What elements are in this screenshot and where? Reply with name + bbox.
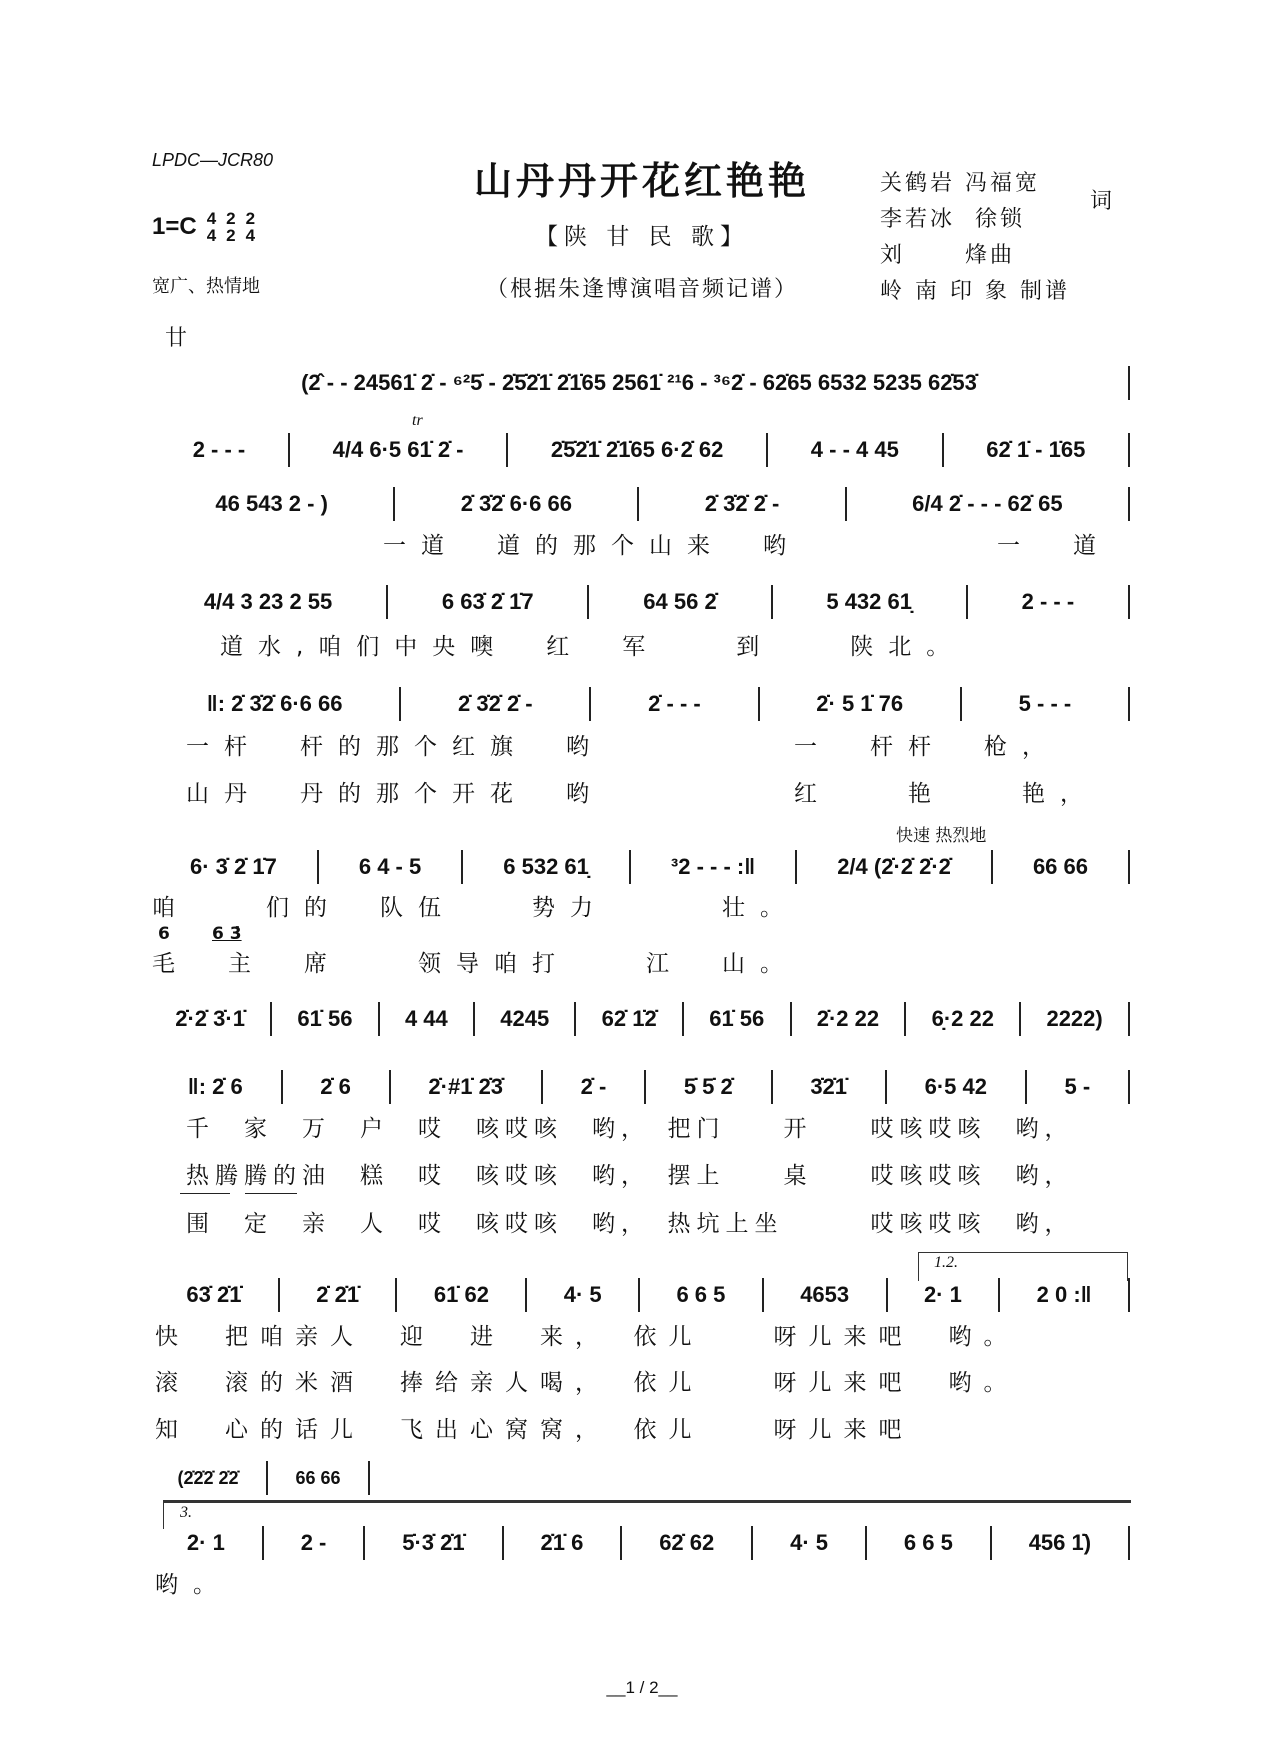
lyric-line: 道水,咱们中央噢 红 军 到 陕北。: [220, 634, 965, 660]
measure: 6 6 5: [640, 1278, 764, 1312]
measure: 2̇·2̇ 3̇·1̇: [150, 1002, 272, 1036]
lyric-line: 哟。: [155, 1572, 231, 1598]
measure: 5̇·3̇ 2̇1̇: [365, 1526, 503, 1560]
page-number: __1 / 2__: [606, 1678, 678, 1697]
measure: 2/4 (2̇·2̇ 2̇·2̇: [797, 850, 993, 884]
measure: 63̇ 2̇1̇: [150, 1278, 280, 1312]
measure: 2̇ -: [543, 1070, 646, 1104]
time-signature-4-4: 4 4: [206, 209, 217, 245]
lyric-underline: [245, 1193, 297, 1194]
measure: 62̇ 1̇ - 1̇65: [944, 433, 1130, 467]
measure: 61̇ 56: [684, 1002, 792, 1036]
composer: 刘 烽曲: [880, 243, 1015, 268]
measure: ³2 - - - :‖: [631, 850, 797, 884]
measure: (2̇2̇2̇ 2̇2̇: [150, 1461, 268, 1495]
measure: 2· 1: [150, 1526, 264, 1560]
measure: 4245: [475, 1002, 576, 1036]
lyric-line: 知 心的话儿 飞出心窝窝， 依儿 呀儿来吧: [155, 1417, 914, 1443]
volta-label-1: 1.2.: [934, 1254, 958, 1271]
measure: 2̇1̇ 6: [504, 1526, 623, 1560]
measure: 2̇ - - -: [591, 687, 759, 721]
measure: ‖: 2̇ 3̇2̇ 6·6 66: [150, 687, 401, 721]
measure: 2222): [1021, 1002, 1130, 1036]
lyricists-line-2: 李若冰 徐锁: [880, 207, 1025, 232]
lyric-line: 一杆 杆的那个红旗 哟 一 杆杆 枪，: [186, 734, 1060, 760]
measure: 5 - - -: [962, 687, 1130, 721]
lyric-line: 山丹 丹的那个开花 哟 红 艳 艳，: [186, 781, 1098, 807]
measure: 6 6 5: [867, 1526, 992, 1560]
measure: 2 -: [264, 1526, 366, 1560]
lyric-line: 围 定 亲 人 哎 咳哎咳 哟， 热坑上坐 哎咳哎咳 哟，: [186, 1211, 1074, 1237]
measure: 3̇2̇1̇: [773, 1070, 887, 1104]
measure: 62̇ 62: [622, 1526, 753, 1560]
measure: 5̇ 5̇ 2̇: [646, 1070, 772, 1104]
measure: 2̇ 6: [283, 1070, 391, 1104]
trill-mark: tr: [412, 412, 423, 429]
measure: 61̇ 56: [272, 1002, 380, 1036]
measure: 456 1̇): [992, 1526, 1130, 1560]
tempo-marking: 宽广、热情地: [152, 276, 260, 297]
measure: 6 4 - 5: [319, 850, 463, 884]
measure: 6/4 2̇ - - - 62̇ 65: [847, 487, 1130, 521]
measure: 6·5 42: [887, 1070, 1027, 1104]
lyric-line: 一道 道的那个山来 哟: [383, 533, 801, 559]
lyrics-label: 词: [1090, 189, 1116, 214]
lyric-note-annotation: 6 3̇: [212, 924, 242, 944]
tempo-change: 快速 热烈地: [896, 826, 987, 846]
score-row-7: [150, 1002, 1130, 1036]
score-row-2: [150, 433, 1130, 467]
measure: 4 - - 4 45: [768, 433, 943, 467]
genre-label: 【陕 甘 民 歌】: [535, 224, 749, 250]
lyric-line: 滚 滚的米酒 捧给亲人喝， 依儿 呀儿来吧 哟。: [155, 1370, 1019, 1396]
fermata-mark: 廿: [165, 326, 188, 351]
measure: 4/4 6·5 61̇ 2̇ -: [290, 433, 508, 467]
measure: 6 63̇ 2̇ 1̇7: [388, 585, 589, 619]
measure: 5 -: [1027, 1070, 1130, 1104]
lyric-note-annotation: 6: [158, 924, 170, 944]
measure: 2̇ 3̇2̇ 6·6 66: [395, 487, 639, 521]
key-signature: 1=C: [152, 213, 197, 240]
score-row-5: [150, 687, 1130, 721]
song-title: 山丹丹开花红艳艳: [473, 158, 810, 203]
score-row-4: [150, 585, 1130, 619]
lyric-line: 一 道: [997, 533, 1111, 559]
score-row-8: [150, 1070, 1130, 1104]
lyric-line: 咱 们的 队伍 势力 壮。: [152, 895, 798, 921]
time-signature-2-4: 2 4: [245, 209, 256, 245]
measure: 2̇ 2̇1̇: [280, 1278, 398, 1312]
measure: 62̇ 1̇2̇: [576, 1002, 684, 1036]
score-row-6: [150, 850, 1130, 884]
measure: 64 56 2̇: [589, 585, 772, 619]
measure: (2̂ - - 24561̇ 2̇ - ⁶²5̇ - 2̇5̇2̇1̇ 2̇1̇65 2561̇ ²¹6 - ³⁶2̇ - 62̇65 6532 5235 62̇53̇: [150, 366, 1130, 400]
measure: 2̇·2 22: [792, 1002, 907, 1036]
time-signature-2-2: 2 2: [226, 209, 236, 245]
lyric-line: 毛 主 席 领导咱打 江 山。: [152, 951, 798, 977]
measure: 4· 5: [753, 1526, 867, 1560]
volta-bracket-2: [163, 1500, 1131, 1529]
measure: ‖: 2̇ 6: [150, 1070, 283, 1104]
measure: 2̇5̇2̇1̇ 2̇1̇65 6·2̇ 62: [508, 433, 768, 467]
volta-label-2: 3.: [180, 1504, 192, 1521]
measure: 6· 3̇ 2̇ 1̇7: [150, 850, 319, 884]
lyric-line: 快 把咱亲人 迎 进 来， 依儿 呀儿来吧 哟。: [155, 1324, 1019, 1350]
lyric-line: 热腾腾的油 糕 哎 咳哎咳 哟， 摆上 桌 哎咳哎咳 哟，: [186, 1163, 1074, 1189]
measure: 2̇·#1̇ 2̇3̇: [391, 1070, 543, 1104]
lyric-underline: [180, 1193, 230, 1194]
score-row-3: [150, 487, 1130, 521]
measure: 61̇ 62: [397, 1278, 527, 1312]
measure: 6̣·2 22: [906, 1002, 1021, 1036]
measure: 4/4 3 23 2 55: [150, 585, 388, 619]
measure: 2̇ 3̇2̇ 2̇ -: [401, 687, 591, 721]
arranger: 岭 南 印 象 制谱: [880, 279, 1070, 304]
measure: 4 44: [380, 1002, 475, 1036]
score-row-10: [150, 1461, 370, 1495]
measure: 6 532 61̣: [463, 850, 631, 884]
measure: 4653: [764, 1278, 888, 1312]
measure: 5 432 61̣: [773, 585, 968, 619]
measure: 2 - - -: [150, 433, 290, 467]
measure: 66 66: [993, 850, 1130, 884]
measure: 2 0 :‖: [1000, 1278, 1130, 1312]
measure: 4· 5: [527, 1278, 640, 1312]
score-row-9: [150, 1278, 1130, 1312]
score-row-11: [150, 1526, 1130, 1560]
measure: 2 - - -: [968, 585, 1130, 619]
measure: 66 66: [268, 1461, 370, 1495]
score-row-1: [150, 366, 1130, 400]
source-note: （根据朱逢博演唱音频记谱）: [485, 277, 798, 302]
measure: 46 543 2 - ): [150, 487, 395, 521]
measure: 2· 1: [888, 1278, 1001, 1312]
lyric-line: 千 家 万 户 哎 咳哎咳 哟， 把门 开 哎咳哎咳 哟，: [186, 1116, 1074, 1142]
lyricists-line-1: 关鹤岩 冯福宽: [880, 171, 1040, 196]
measure: 2̇· 5 1̇ 76: [760, 687, 962, 721]
measure: 2̇ 3̇2̇ 2̇ -: [639, 487, 846, 521]
score-code: LPDC—JCR80: [152, 150, 274, 170]
